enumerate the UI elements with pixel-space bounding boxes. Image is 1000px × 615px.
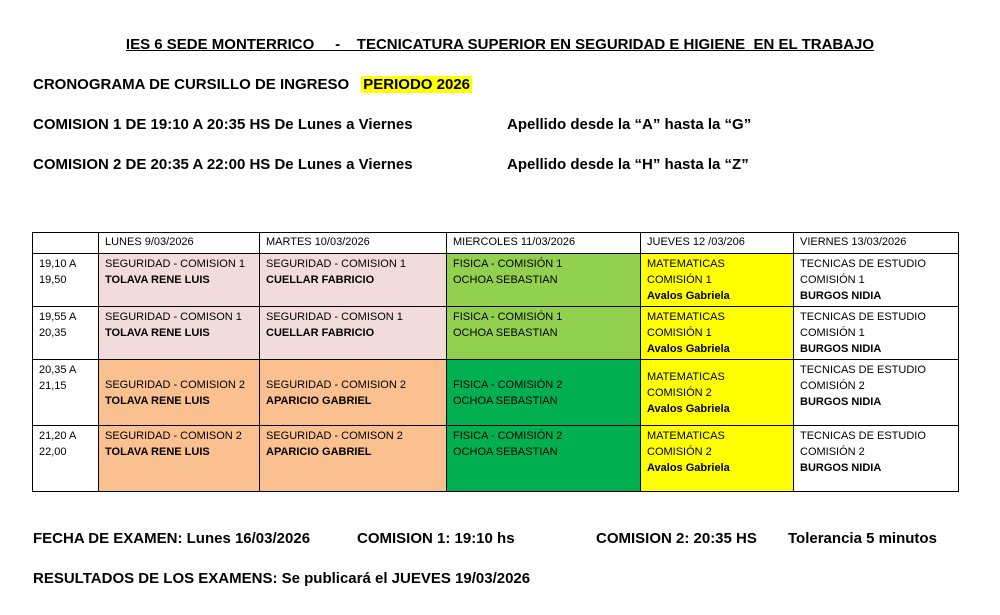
tuesday-cell: SEGURIDAD - COMISON 1 CUELLAR FABRICIO [260, 307, 447, 360]
comision2-schedule: COMISION 2 DE 20:35 A 22:00 HS De Lunes a Viernes [33, 156, 413, 173]
table-row [33, 426, 959, 492]
title-institution: IES 6 SEDE MONTERRICO [125, 36, 315, 53]
monday-cell: SEGURIDAD - COMISON 2 TOLAVA RENE LUIS [99, 426, 260, 492]
wednesday-cell: FISICA - COMISIÓN 1 OCHOA SEBASTIAN [447, 307, 641, 360]
tuesday-cell: SEGURIDAD - COMISION 1 CUELLAR FABRICIO [260, 254, 447, 307]
title-separator: - [335, 36, 341, 53]
table-header-row [33, 233, 959, 254]
header-tuesday: MARTES 10/03/2026 [260, 233, 447, 254]
wednesday-cell: FISICA - COMISIÓN 2 OCHOA SEBASTIAN [447, 360, 641, 426]
exam-results: RESULTADOS DE LOS EXAMENS: Se publicará el JUEVES 19/03/2026 [33, 570, 531, 587]
exam-comision2-time: COMISION 2: 20:35 HS [596, 530, 757, 547]
cronograma-label: CRONOGRAMA DE CURSILLO DE INGRESO [33, 76, 350, 93]
header-friday: VIERNES 13/03/2026 [794, 233, 959, 254]
title-program: TECNICATURA SUPERIOR EN SEGURIDAD E HIGIENE EN EL TRABAJO [356, 36, 875, 53]
comision2-line [33, 156, 413, 173]
table-row [33, 360, 959, 426]
friday-cell: TECNICAS DE ESTUDIO COMISIÓN 1 BURGOS NIDIA [794, 307, 959, 360]
time-cell: 19,55 A 20,35 [33, 307, 99, 360]
monday-cell: SEGURIDAD - COMISION 2 TOLAVA RENE LUIS [99, 360, 260, 426]
cronograma-line [33, 76, 472, 93]
comision1-surname-range: Apellido desde la “A” hasta la “G” [507, 116, 752, 133]
friday-cell: TECNICAS DE ESTUDIO COMISIÓN 2 BURGOS NIDIA [794, 360, 959, 426]
schedule-table [32, 232, 959, 492]
time-cell: 20,35 A 21,15 [33, 360, 99, 426]
exam-tolerance: Tolerancia 5 minutos [788, 530, 937, 547]
comision1-line [33, 116, 413, 133]
tuesday-cell: SEGURIDAD - COMISON 2 APARICIO GABRIEL [260, 426, 447, 492]
header-thursday: JUEVES 12 /03/206 [641, 233, 794, 254]
wednesday-cell: FISICA - COMISIÓN 2 OCHOA SEBASTIAN [447, 426, 641, 492]
friday-cell: TECNICAS DE ESTUDIO COMISIÓN 1 BURGOS NIDIA [794, 254, 959, 307]
table-row [33, 254, 959, 307]
tuesday-cell: SEGURIDAD - COMISION 2 APARICIO GABRIEL [260, 360, 447, 426]
header-time [33, 233, 99, 254]
header-wednesday: MIERCOLES 11/03/2026 [447, 233, 641, 254]
exam-comision1-time: COMISION 1: 19:10 hs [357, 530, 515, 547]
thursday-cell: MATEMATICAS COMISIÓN 2 Avalos Gabriela [641, 426, 794, 492]
comision2-surname-range: Apellido desde la “H” hasta la “Z” [507, 156, 749, 173]
time-cell: 21,20 A 22,00 [33, 426, 99, 492]
document-title [0, 36, 1000, 53]
thursday-cell: MATEMATICAS COMISIÓN 2 Avalos Gabriela [641, 360, 794, 426]
thursday-cell: MATEMATICAS COMISIÓN 1 Avalos Gabriela [641, 254, 794, 307]
friday-cell: TECNICAS DE ESTUDIO COMISIÓN 2 BURGOS NIDIA [794, 426, 959, 492]
thursday-cell: MATEMATICAS COMISIÓN 1 Avalos Gabriela [641, 307, 794, 360]
periodo-badge: PERIODO 2026 [363, 76, 471, 93]
time-cell: 19,10 A 19,50 [33, 254, 99, 307]
table-row [33, 307, 959, 360]
header-monday: LUNES 9/03/2026 [99, 233, 260, 254]
monday-cell: SEGURIDAD - COMISION 1 TOLAVA RENE LUIS [99, 254, 260, 307]
exam-date: FECHA DE EXAMEN: Lunes 16/03/2026 [33, 530, 311, 547]
comision1-schedule: COMISION 1 DE 19:10 A 20:35 HS De Lunes a Viernes [33, 116, 413, 133]
monday-cell: SEGURIDAD - COMISON 1 TOLAVA RENE LUIS [99, 307, 260, 360]
wednesday-cell: FISICA - COMISIÓN 1 OCHOA SEBASTIAN [447, 254, 641, 307]
